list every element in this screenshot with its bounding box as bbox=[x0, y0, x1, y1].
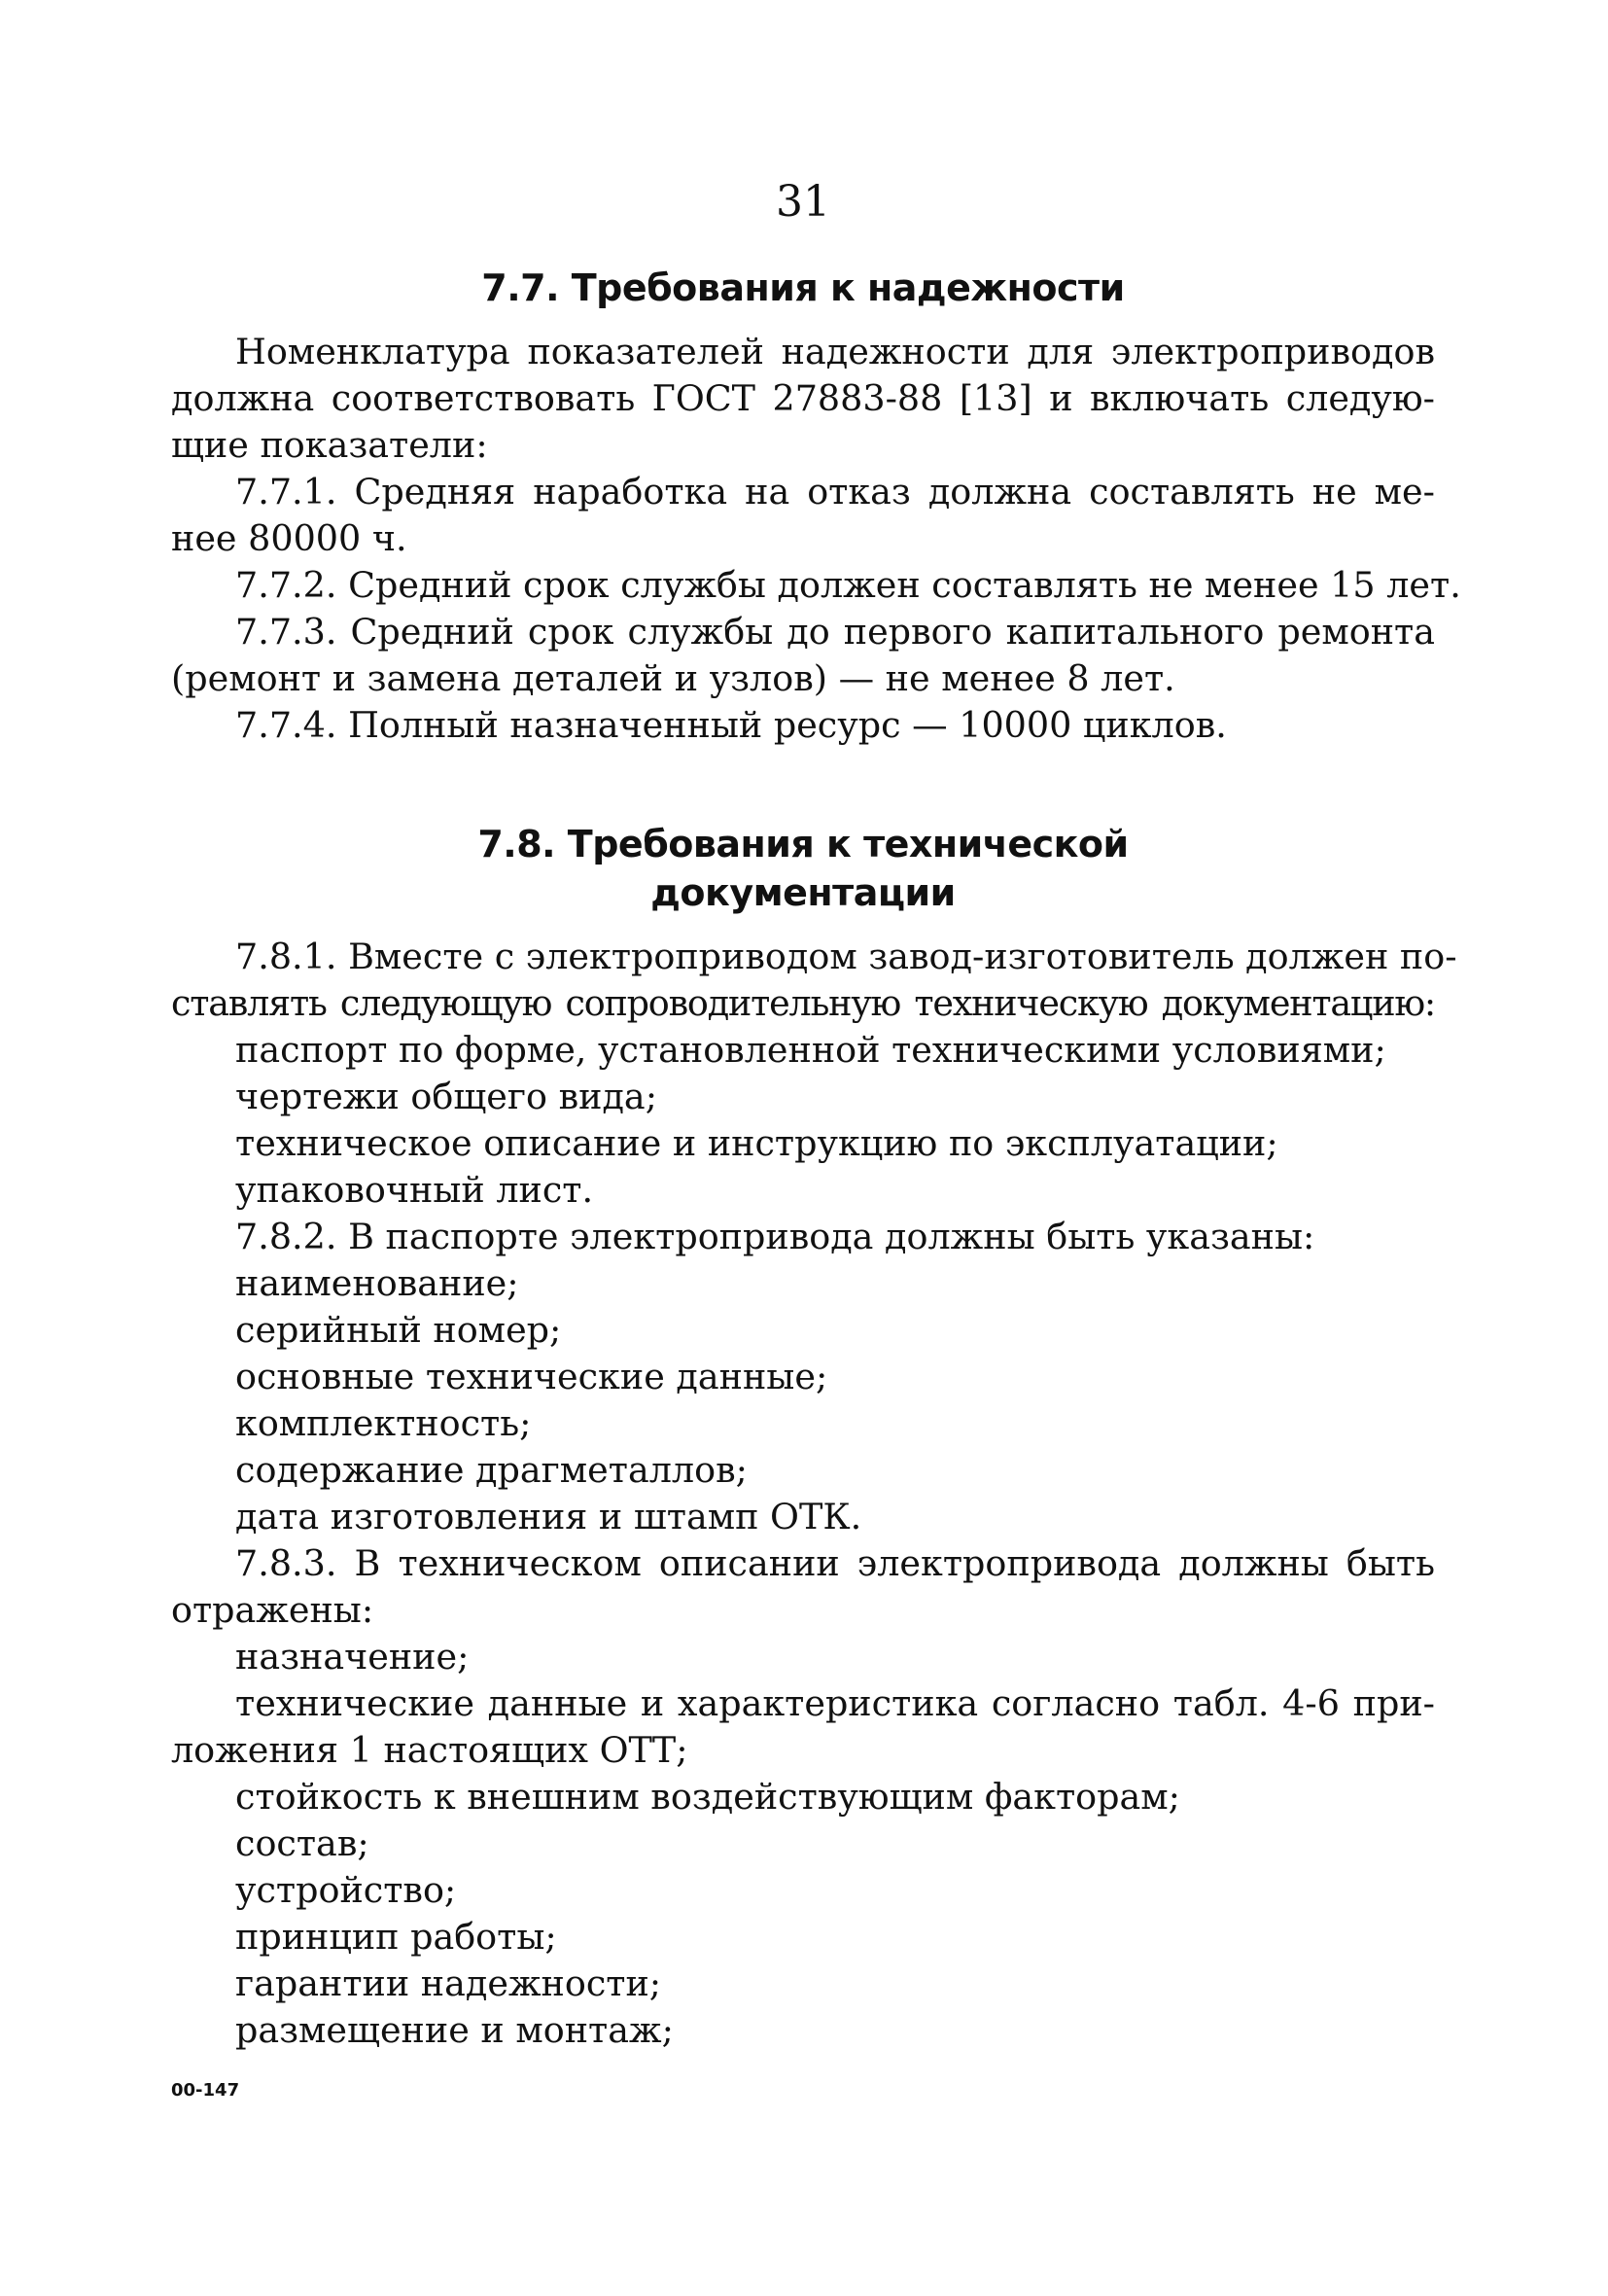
list-item: гарантии надежности; bbox=[235, 1962, 662, 2004]
list-item: назначение; bbox=[235, 1636, 470, 1678]
text-line: отражены: bbox=[171, 1589, 374, 1631]
list-item: комплектность; bbox=[235, 1402, 532, 1444]
list-item: техническое описание и инструкцию по эксплуатации; bbox=[235, 1122, 1278, 1164]
text-line: 7.7.3. Средний срок службы до первого капитального ремонта bbox=[235, 611, 1435, 653]
text-line: Номенклатура показателей надежности для электроприводов bbox=[235, 331, 1435, 372]
list-item: паспорт по форме, установленной техническими условиями; bbox=[235, 1029, 1386, 1071]
text-line: 7.8.3. В техническом описании электропривода должны быть bbox=[235, 1542, 1435, 1584]
text-line: 7.8.2. В паспорте электропривода должны быть указаны: bbox=[235, 1216, 1315, 1257]
section-7-8-heading-line2: документации bbox=[650, 871, 956, 914]
section-7-7-heading: 7.7. Требования к надежности bbox=[481, 266, 1125, 309]
text-line: нее 80000 ч. bbox=[171, 517, 407, 559]
text-line: ставлять следующую сопроводительную техническую документацию: bbox=[171, 982, 1435, 1024]
list-item: размещение и монтаж; bbox=[235, 2009, 674, 2051]
section-7-8-heading-line1: 7.8. Требования к технической bbox=[477, 823, 1129, 865]
text-line: 7.7.4. Полный назначенный ресурс — 10000 циклов. bbox=[235, 704, 1227, 746]
list-item: дата изготовления и штамп ОТК. bbox=[235, 1496, 862, 1537]
text-line: 7.8.1. Вместе с электроприводом завод-изготовитель должен по- bbox=[235, 936, 1457, 977]
document-page bbox=[171, 0, 1461, 2296]
text-line: ложения 1 настоящих ОТТ; bbox=[171, 1729, 688, 1771]
list-item: наименование; bbox=[235, 1262, 519, 1304]
text-line: 7.7.1. Средняя наработка на отказ должна составлять не ме- bbox=[235, 471, 1435, 512]
list-item: серийный номер; bbox=[235, 1309, 562, 1351]
text-line: 7.7.2. Средний срок службы должен составлять не менее 15 лет. bbox=[235, 564, 1461, 606]
list-item: упаковочный лист. bbox=[235, 1169, 594, 1211]
text-line: (ремонт и замена деталей и узлов) — не менее 8 лет. bbox=[171, 657, 1175, 699]
list-item: основные технические данные; bbox=[235, 1356, 828, 1397]
list-item: чертежи общего вида; bbox=[235, 1076, 657, 1117]
list-item: состав; bbox=[235, 1822, 369, 1864]
list-item: устройство; bbox=[235, 1869, 457, 1911]
list-item: стойкость к внешним воздействующим факторам; bbox=[235, 1776, 1180, 1818]
list-item: принцип работы; bbox=[235, 1916, 557, 1958]
text-line: щие показатели: bbox=[171, 424, 488, 466]
page-number: 31 bbox=[776, 177, 830, 227]
list-item: технические данные и характеристика согласно табл. 4-6 при- bbox=[235, 1682, 1435, 1724]
footer-code: 00-147 bbox=[171, 2080, 240, 2101]
text-line: должна соответствовать ГОСТ 27883-88 [13] и включать следую- bbox=[171, 377, 1435, 419]
list-item: содержание драгметаллов; bbox=[235, 1449, 748, 1491]
